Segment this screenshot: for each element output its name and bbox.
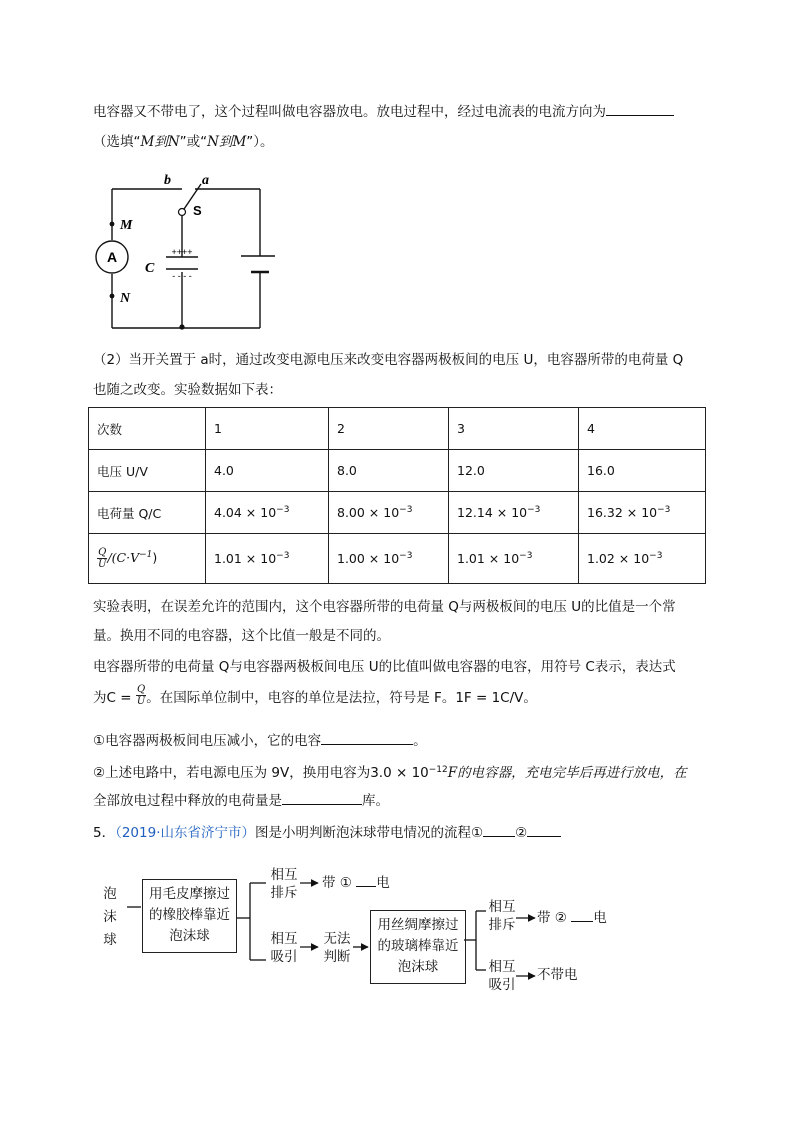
formula-suffix: 。在国际单位制中，电容的单位是法拉，符号是 F。1F = 1C/V。	[146, 690, 537, 706]
subquestion-1-suffix: 。	[413, 733, 427, 749]
table-header-cell: 1	[206, 408, 329, 450]
flow-box-rubber-rod	[142, 879, 237, 953]
subquestion-1-text: ①电容器两极板间电压减小，它的电容	[93, 733, 322, 749]
subquestion-2-exponent: −12	[428, 765, 448, 775]
flow-blank-1	[356, 875, 376, 887]
subquestion-2-suffix: F的电容器，充电完毕后再进行放电，在	[447, 765, 687, 781]
label-switch: S	[193, 203, 202, 218]
plate-negative: - - - -	[172, 271, 192, 281]
subquestion-2-line2-suffix: 库。	[362, 793, 389, 809]
table-cell: 8.0	[329, 450, 449, 492]
cell-exponent: −3	[399, 551, 413, 561]
ratio-unit-exp: −1	[139, 550, 153, 560]
flow-result-1-prefix: 带 ①	[322, 875, 352, 891]
subquestion-2-line2-text: 全部放电过程中释放的电荷量是	[93, 793, 282, 809]
flow-result-1-suffix: 电	[376, 875, 390, 891]
cell-exponent: −3	[657, 505, 671, 515]
discharge-text: 电容器又不带电了，这个过程叫做电容器放电。放电过程中，经过电流表的电流方向为	[93, 104, 606, 120]
cell-mantissa: 1.02 × 10	[587, 551, 650, 566]
question-mid: ②	[515, 825, 528, 841]
ratio-denominator: U	[98, 559, 107, 570]
cell-exponent: −3	[276, 551, 290, 561]
label-m: M	[120, 218, 133, 233]
question-number: 5．	[93, 825, 116, 841]
label-a: a	[202, 173, 209, 188]
conclusion-line2: 量。换用不同的电容器，这个比值一般是不同的。	[93, 628, 390, 644]
plate-positive: ++++	[171, 247, 193, 257]
flow-box-glass-rod	[370, 910, 466, 984]
option-suffix: ”）。	[246, 134, 274, 150]
flow-result-neutral: 不带电	[537, 967, 578, 983]
cell-mantissa: 8.00 × 10	[337, 505, 400, 520]
label-b: b	[164, 173, 171, 188]
formula-prefix: 为C =	[93, 690, 132, 706]
cell-mantissa: 1.00 × 10	[337, 551, 400, 566]
table-header-cell: 3	[449, 408, 579, 450]
cell-exponent: −3	[649, 551, 663, 561]
definition-line1: 电容器所带的电荷量 Q与电容器两极板间电压 U的比值叫做电容器的电容，用符号 C表示，表达式	[93, 659, 676, 675]
question-text: 图是小明判断泡沫球带电情况的流程①	[255, 825, 484, 841]
flow-result-1	[322, 874, 390, 892]
flow-cannot-judge: 无法判断	[323, 931, 351, 965]
flow-blank-2	[571, 910, 593, 922]
flow-start-foam-ball	[96, 883, 124, 952]
flow-result-2-prefix: 带 ②	[537, 910, 567, 926]
ratio-unit: /(C·V	[107, 550, 140, 565]
ratio-numerator: Q	[98, 547, 107, 558]
cell-mantissa: 16.32 × 10	[587, 505, 658, 520]
label-capacitor: C	[145, 261, 155, 276]
table-cell: 4.0	[206, 450, 329, 492]
table-row-label: 电荷量 Q/C	[89, 492, 206, 534]
formula-numerator: Q	[136, 683, 146, 695]
formula-denominator: U	[136, 695, 146, 707]
table-header-cell: 2	[329, 408, 449, 450]
flow-attract-2: 相互吸引	[488, 959, 516, 993]
ratio-close: )	[152, 550, 158, 565]
cell-exponent: −3	[399, 505, 413, 515]
conclusion-line1: 实验表明，在误差允许的范围内，这个电容器所带的电荷量 Q与两极板间的电压 U的比值是一个常	[93, 599, 676, 615]
flow-repel-1: 相互排斥	[270, 867, 298, 901]
cell-exponent: −3	[527, 505, 541, 515]
flow-repel-2: 相互排斥	[488, 899, 516, 933]
flow-box1-text: 用毛皮摩擦过的橡胶棒靠近泡沫球	[149, 886, 230, 944]
subquestion-2-prefix: ②上述电路中，若电源电压为 9V，换用电容为3.0 × 10	[93, 765, 429, 781]
cell-exponent: −3	[519, 551, 533, 561]
cell-mantissa: 1.01 × 10	[214, 551, 277, 566]
option-m-to-n: M到N	[140, 134, 180, 150]
table-cell: 12.0	[449, 450, 579, 492]
label-ammeter: A	[106, 249, 118, 265]
cell-mantissa: 12.14 × 10	[457, 505, 528, 520]
table-header-cell: 4	[579, 408, 706, 450]
cell-exponent: −3	[276, 505, 290, 515]
option-prefix: （选填“	[93, 134, 141, 150]
flow-start-text: 泡沫球	[103, 886, 117, 948]
part2-line2: 也随之改变。实验数据如下表：	[93, 382, 282, 398]
table-header-cell: 次数	[89, 408, 206, 450]
part2-line1: （2）当开关置于 a时，通过改变电源电压来改变电容器两极板间的电压 U，电容器所带的电荷量 Q	[93, 352, 684, 368]
flow-box2-text: 用丝绸摩擦过的玻璃棒靠近泡沫球	[377, 917, 459, 975]
table-cell: 16.0	[579, 450, 706, 492]
table-row-label: 电压 U/V	[89, 450, 206, 492]
flow-attract-1: 相互吸引	[270, 931, 298, 965]
question-source: （2019·山东省济宁市）	[115, 825, 255, 841]
cell-mantissa: 1.01 × 10	[457, 551, 520, 566]
cell-mantissa: 4.04 × 10	[214, 505, 277, 520]
flow-result-2	[537, 909, 607, 927]
label-n: N	[120, 291, 131, 306]
option-n-to-m: N到M	[207, 134, 247, 150]
flow-result-2-suffix: 电	[593, 910, 607, 926]
option-mid: ”或“	[179, 134, 208, 150]
